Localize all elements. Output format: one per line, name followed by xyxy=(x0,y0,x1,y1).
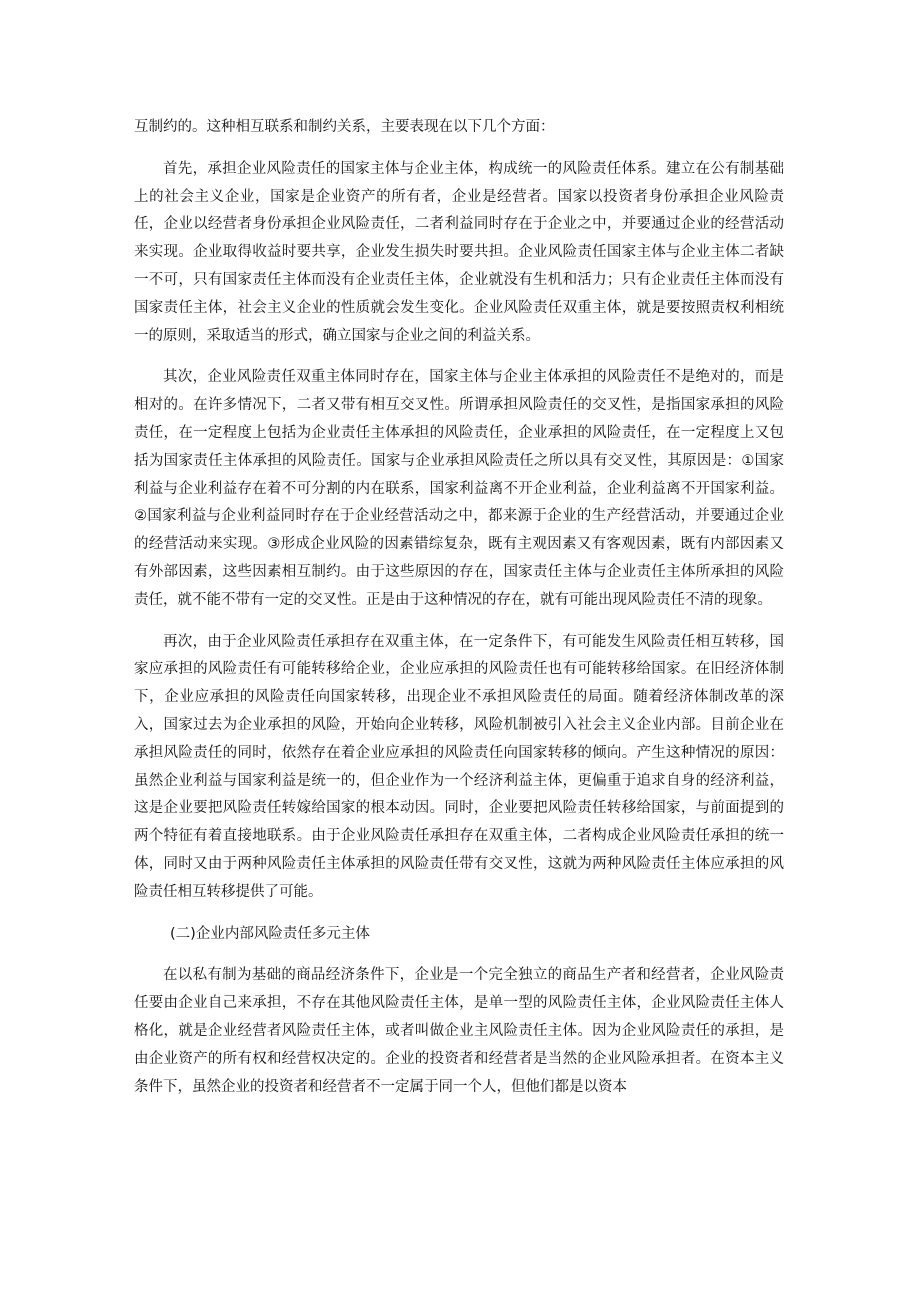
paragraph-first: 首先，承担企业风险责任的国家主体与企业主体，构成统一的风险责任体系。建立在公有制基础上的社会主义企业，国家是企业资产的所有者，企业是经营者。国家以投资者身份承担企业风险责任，企业以经营者身份承担企业风险责任，二者利益同时存在于企业之中，并要通过企业的经营活动来实现。企业取得收益时要共享，企业发生损失时要共担。企业风险责任国家主体与企业主体二者缺一不可，只有国家责任主体而没有企业责任主体，企业就没有生机和活力；只有企业责任主体而没有国家责任主体，社会主义企业的性质就会发生变化。企业风险责任双重主体，就是要按照责权利相统一的原则，采取适当的形式，确立国家与企业之间的利益关系。 xyxy=(134,160,784,344)
paragraph-third: 再次，由于企业风险责任承担存在双重主体，在一定条件下，有可能发生风险责任相互转移，国家应承担的风险责任有可能转移给企业，企业应承担的风险责任也有可能转移给国家。在旧经济体制下，企业应承担的风险责任向国家转移，出现企业不承担风险责任的局面。随着经济体制改革的深入，国家过去为企业承担的风险，开始向企业转移，风险机制被引入社会主义企业内部。目前企业在承担风险责任的同时，依然存在着企业应承担的风险责任向国家转移的倾向。产生这种情况的原因：虽然企业利益与国家利益是统一的，但企业作为一个经济利益主体，更偏重于追求自身的经济利益，这是企业要把风险责任转嫁给国家的根本动因。同时，企业要把风险责任转移给国家，与前面提到的两个特征有着直接地联系。由于企业风险责任承担存在双重主体，二者构成企业风险责任承担的统一体，同时又由于两种风险责任主体承担的风险责任带有交叉性，这就为两种风险责任主体应承担的风险责任相互转移提供了可能。 xyxy=(134,633,784,900)
section-heading: (二)企业内部风险责任多元主体 xyxy=(170,925,370,942)
paragraph-second: 其次，企业风险责任双重主体同时存在，国家主体与企业主体承担的风险责任不是绝对的，而是相对的。在许多情况下，二者又带有相互交叉性。所谓承担风险责任的交叉性，是指国家承担的风险责任，在一定程度上包括为企业责任主体承担的风险责任，企业承担的风险责任，在一定程度上又包括为国家责任主体承担的风险责任。国家与企业承担风险责任之所以具有交叉性，其原因是：①国家利益与企业利益存在着不可分割的内在联系，国家利益离不开企业利益，企业利益离不开国家利益。②国家利益与企业利益同时存在于企业经营活动之中，都来源于企业的生产经营活动，并要通过企业的经营活动来实现。③形成企业风险的因素错综复杂，既有主观因素又有客观因素，既有内部因素又有外部因素，这些因素相互制约。由于这些原因的存在，国家责任主体与企业责任主体所承担的风险责任，就不能不带有一定的交叉性。正是由于这种情况的存在，就有可能出现风险责任不清的现象。 xyxy=(134,369,784,608)
document-page xyxy=(134,114,784,1101)
paragraph-last: 在以私有制为基础的商品经济条件下，企业是一个完全独立的商品生产者和经营者，企业风险责任要由企业自己来承担，不存在其他风险责任主体，是单一型的风险责任主体，企业风险责任主体人格化，就是企业经营者风险责任主体，或者叫做企业主风险责任主体。因为企业风险责任的承担，是由企业资产的所有权和经营权决定的。企业的投资者和经营者是当然的企业风险承担者。在资本主义条件下，虽然企业的投资者和经营者不一定属于同一个人，但他们都是以资本 xyxy=(134,967,784,1095)
paragraph-intro: 互制约的。这种相互联系和制约关系，主要表现在以下几个方面： xyxy=(134,119,555,135)
